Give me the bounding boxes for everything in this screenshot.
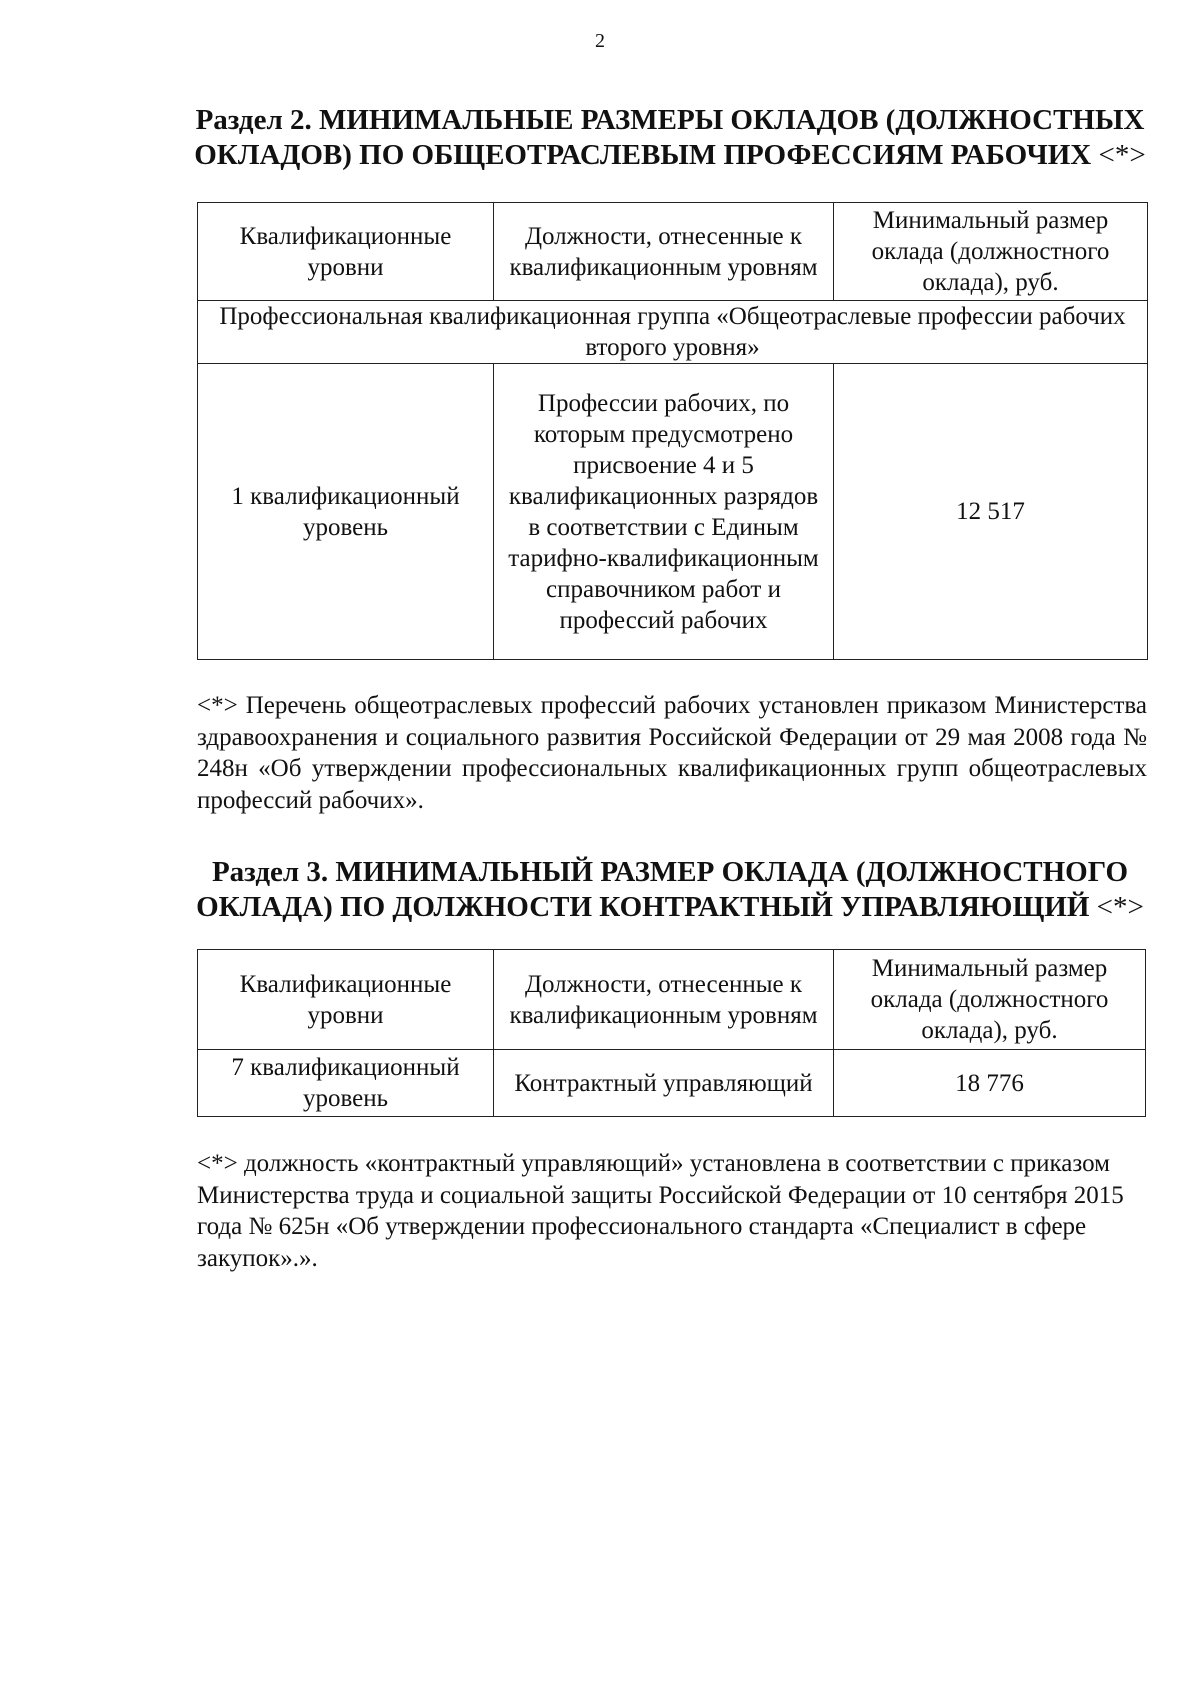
section-2-footnote: <*> Перечень общеотраслевых профессий рабочих установлен приказом Министерства здравоохранения и социального развития Российской Федерации от 29 мая 2008 года № 248н «Об утверждении профессиональных квалификационных групп общеотраслевых профессий рабочих». (197, 692, 1147, 814)
salary-cell: 12 517 (834, 364, 1148, 660)
section-3-title-text: Раздел 3. МИНИМАЛЬНЫЙ РАЗМЕР ОКЛАДА (ДОЛЖНОСТНОГО ОКЛАДА) ПО ДОЛЖНОСТИ КОНТРАКТНЫЙ УПРАВЛЯЮЩИЙ (196, 856, 1129, 923)
header-qualification-levels: Квалификационные уровни (198, 203, 494, 301)
header-positions: Должности, отнесенные к квалификационным уровням (494, 950, 834, 1050)
professional-group-row (198, 301, 1148, 364)
section-2-title (190, 103, 1150, 173)
table-row (198, 364, 1148, 660)
qualification-level-cell: 1 квалификационный уровень (198, 364, 494, 660)
section-2-title-text: Раздел 2. МИНИМАЛЬНЫЕ РАЗМЕРЫ ОКЛАДОВ (ДОЛЖНОСТНЫХ ОКЛАДОВ) ПО ОБЩЕОТРАСЛЕВЫМ ПРОФЕССИЯМ РАБОЧИХ (194, 104, 1145, 171)
header-minimum-salary: Минимальный размер оклада (должностного оклада), руб. (834, 950, 1146, 1050)
section-3-title (190, 855, 1150, 925)
page-number: 2 (595, 30, 605, 52)
section-3-title-marker: <*> (1096, 891, 1144, 923)
qualification-level-cell: 7 квалификационный уровень (198, 1050, 494, 1117)
table-row (198, 1050, 1146, 1117)
section-3-footnote: <*> должность «контрактный управляющий» установлена в соответствии с приказом Министерства труда и социальной защиты Российской Федерации от 10 сентября 2015 года № 625н «Об утверждении профессионального стандарта «Специалист в сфере закупок».». (197, 1150, 1124, 1272)
header-minimum-salary: Минимальный размер оклада (должностного оклада), руб. (834, 203, 1148, 301)
table-header-row (198, 950, 1146, 1050)
header-positions: Должности, отнесенные к квалификационным уровням (494, 203, 834, 301)
professional-group-cell: Профессиональная квалификационная группа «Общеотраслевые профессии рабочих второго уровня» (198, 301, 1148, 364)
header-qualification-levels: Квалификационные уровни (198, 950, 494, 1050)
positions-cell: Профессии рабочих, по которым предусмотрено присвоение 4 и 5 квалификационных разрядов в соответствии с Единым тарифно-квалификационным справочником работ и профессий рабочих (494, 364, 834, 660)
section-2-title-marker: <*> (1098, 139, 1146, 171)
table-header-row (198, 203, 1148, 301)
salary-cell: 18 776 (834, 1050, 1146, 1117)
section-3-table (197, 949, 1146, 1117)
section-2-table (197, 202, 1148, 660)
positions-cell: Контрактный управляющий (494, 1050, 834, 1117)
